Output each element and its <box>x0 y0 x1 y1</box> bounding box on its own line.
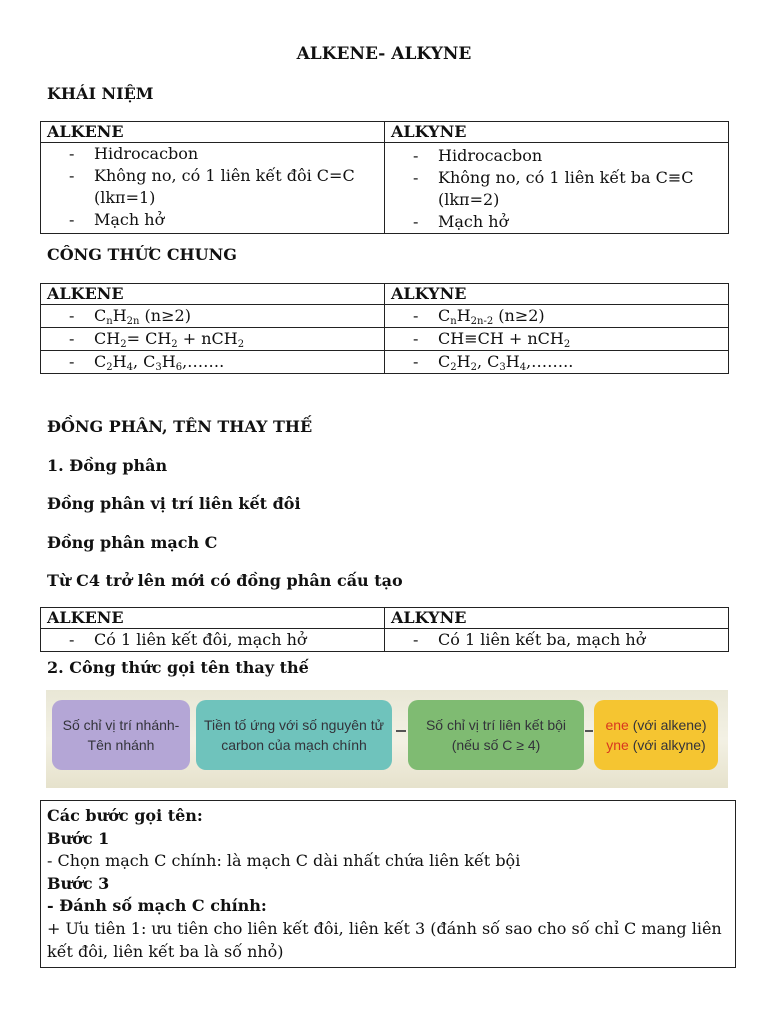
suffix-ene-note: (với alkene) <box>628 717 707 733</box>
table-row <box>41 351 729 374</box>
isomer-position-text: Đồng phân vị trí liên kết đôi <box>47 494 301 513</box>
section-heading-formula: CÔNG THỨC CHUNG <box>47 245 237 264</box>
table-header-alkyne: ALKYNE <box>385 608 729 629</box>
alkene-formula-general: - $C_nH_{2n}$ (n≥2) <box>47 305 378 327</box>
branch-position-segment <box>52 700 190 770</box>
segment-label: carbon của mạch chính <box>221 737 367 753</box>
step-1-text: - Chọn mạch C chính: là mạch C dài nhất chứa liên kết bội <box>47 851 521 871</box>
table-header-alkyne: ALKYNE <box>385 122 729 143</box>
separator-dash <box>396 730 406 732</box>
list-item: - Không no, có 1 liên kết đôi C=C (lkπ=1) <box>47 165 378 209</box>
alkyne-formula-general: - $C_nH_{2n-2}$ (n≥2) <box>391 305 722 327</box>
step-3-subtitle: - Đánh số mạch C chính: <box>47 896 267 916</box>
separator-dash <box>585 730 593 732</box>
alkyne-formula-examples: - $C_2H_2$, $C_3H_4,\dots\dots$.. <box>391 351 722 373</box>
step-3-label: Bước 3 <box>47 873 110 893</box>
table-header-alkene: ALKENE <box>41 122 385 143</box>
suffix-yne: yne <box>606 737 629 753</box>
table-row <box>41 629 729 652</box>
section-heading-concept: KHÁI NIỆM <box>47 84 154 103</box>
alkene-formula-polymer: - $CH_2= CH_2 + nCH_2$ <box>47 328 378 350</box>
segment-label: Số chỉ vị trí liên kết bội <box>425 717 567 733</box>
segment-label: (nếu số C ≥ 4) <box>451 737 541 753</box>
carbon-prefix-segment <box>196 700 392 770</box>
concept-table <box>40 121 729 234</box>
section-heading-isomer: ĐỒNG PHÂN, TÊN THAY THẾ <box>47 417 313 436</box>
steps-title: Các bước gọi tên: <box>47 806 203 825</box>
segment-label: Số chỉ vị trí nhánh- <box>62 717 180 733</box>
list-item: - Hidrocacbon <box>47 143 378 165</box>
isomer-table <box>40 607 729 652</box>
alkene-concept-cell <box>41 143 385 234</box>
table-row <box>41 328 729 351</box>
suffix-segment <box>594 700 718 770</box>
formula-table <box>40 283 729 374</box>
list-item: - Không no, có 1 liên kết ba C≡C (lkπ=2) <box>391 167 722 211</box>
isomer-from-c4-text: Từ C4 trở lên mới có đồng phân cấu tạo <box>47 571 403 590</box>
list-item: - Có 1 liên kết đôi, mạch hở <box>47 629 378 651</box>
table-header-alkyne: ALKYNE <box>385 284 729 305</box>
segment-label: Tên nhánh <box>87 737 155 753</box>
naming-formula-banner <box>46 690 728 788</box>
alkyne-concept-cell <box>385 143 729 234</box>
step-3-text: + Ưu tiên 1: ưu tiên cho liên kết đôi, liên kết 3 (đánh số sao cho số chỉ C mang liên kết đôi, liên kết ba là số nhỏ) <box>47 918 722 961</box>
table-header-alkene: ALKENE <box>41 608 385 629</box>
list-item: - Có 1 liên kết ba, mạch hở <box>391 629 722 651</box>
alkene-formula-examples: - $C_2H_4$, $C_3H_6,\dots\dots$. <box>47 351 378 373</box>
list-item: - Mạch hở <box>391 211 722 233</box>
naming-steps-box <box>40 800 736 968</box>
page-title: ALKENE- ALKYNE <box>296 44 472 64</box>
list-item: - Mạch hở <box>47 209 378 231</box>
table-header-alkene: ALKENE <box>41 284 385 305</box>
suffix-yne-note: (với alkyne) <box>628 737 706 753</box>
step-1-label: Bước 1 <box>47 828 110 848</box>
subheading-isomer: 1. Đồng phân <box>47 456 168 475</box>
isomer-chain-text: Đồng phân mạch C <box>47 533 218 552</box>
segment-label: Tiền tố ứng với số nguyên tử <box>204 717 384 733</box>
suffix-ene: ene <box>605 717 629 733</box>
subheading-naming: 2. Công thức gọi tên thay thế <box>47 658 309 677</box>
alkyne-formula-polymer: - CH≡CH + nCH$_2$ <box>391 328 722 350</box>
table-row <box>41 305 729 328</box>
list-item: - Hidrocacbon <box>391 145 722 167</box>
bond-position-segment <box>408 700 584 770</box>
